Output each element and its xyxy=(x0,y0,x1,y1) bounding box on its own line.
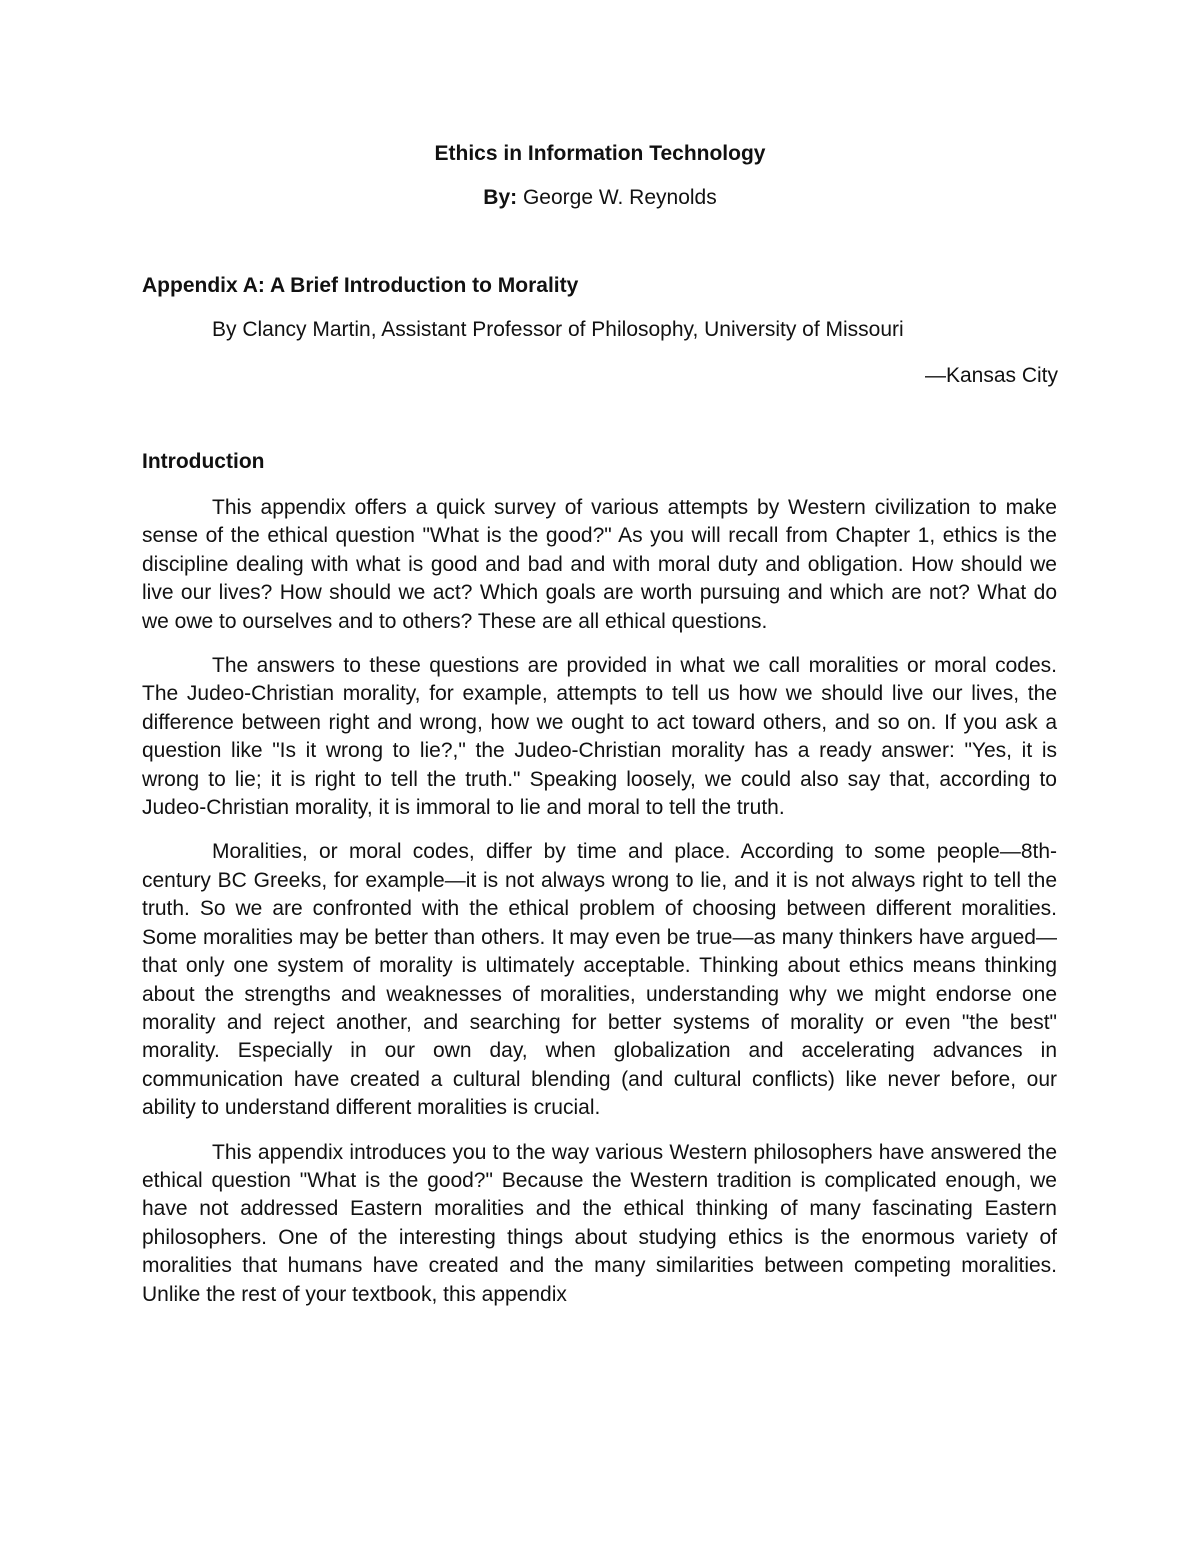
byline-label: By: xyxy=(483,186,518,209)
paragraph: Moralities, or moral codes, differ by time and place. According to some people—8th-century BC Greeks, for example—it is not always wrong to lie, and it is not always right to tell the truth. So we are confronted with the ethical problem of choosing between different moralities. Some moralities may be better than others. It may even be true—as many thinkers have argued—that only one system of morality is ultimately acceptable. Thinking about ethics means thinking about the strengths and weaknesses of moralities, understanding why we might endorse one morality and reject another, and searching for better systems of morality or even "the best" morality. Especially in our own day, when globalization and accelerating advances in communication have created a cultural blending (and cultural conflicts) like never before, our ability to understand different moralities is crucial. xyxy=(142,840,1057,1120)
document-title: Ethics in Information Technology xyxy=(434,142,766,165)
book-byline xyxy=(0,186,1200,210)
paragraph: This appendix introduces you to the way various Western philosophers have answered the ethical question "What is the good?" Because the Western tradition is complicated enough, we have not addressed Eastern moralities and the ethical thinking of many fascinating Eastern philosophers. One of the interesting things about studying ethics is the enormous variety of moralities that humans have created and the many similarities between competing moralities. Unlike the rest of your textbook, this appendix xyxy=(142,1140,1057,1306)
paragraph: This appendix offers a quick survey of various attempts by Western civilization to make sense of the ethical question "What is the good?" As you will recall from Chapter 1, ethics is the discipline dealing with what is good and bad and with moral duty and obligation. How should we live our lives? How should we act? Which goals are worth pursuing and which are not? What do we owe to ourselves and to others? These are all ethical questions. xyxy=(142,496,1057,633)
appendix-heading: Appendix A: A Brief Introduction to Morality xyxy=(142,274,579,297)
byline-author: George W. Reynolds xyxy=(517,186,717,209)
section-heading: Introduction xyxy=(142,450,265,473)
paragraph: The answers to these questions are provided in what we call moralities or moral codes. The Judeo-Christian morality, for example, attempts to tell us how we should live our lives, the difference between right and wrong, how we ought to act toward others, and so on. If you ask a question like "Is it wrong to lie?," the Judeo-Christian morality has a ready answer: "Yes, it is wrong to lie; it is right to tell the truth." Speaking loosely, we could also say that, according to Judeo-Christian morality, it is immoral to lie and moral to tell the truth. xyxy=(142,654,1057,820)
body-text xyxy=(142,494,1057,1325)
contributor-location: —Kansas City xyxy=(924,364,1058,387)
contributor-line: By Clancy Martin, Assistant Professor of Philosophy, University of Missouri xyxy=(212,318,904,341)
